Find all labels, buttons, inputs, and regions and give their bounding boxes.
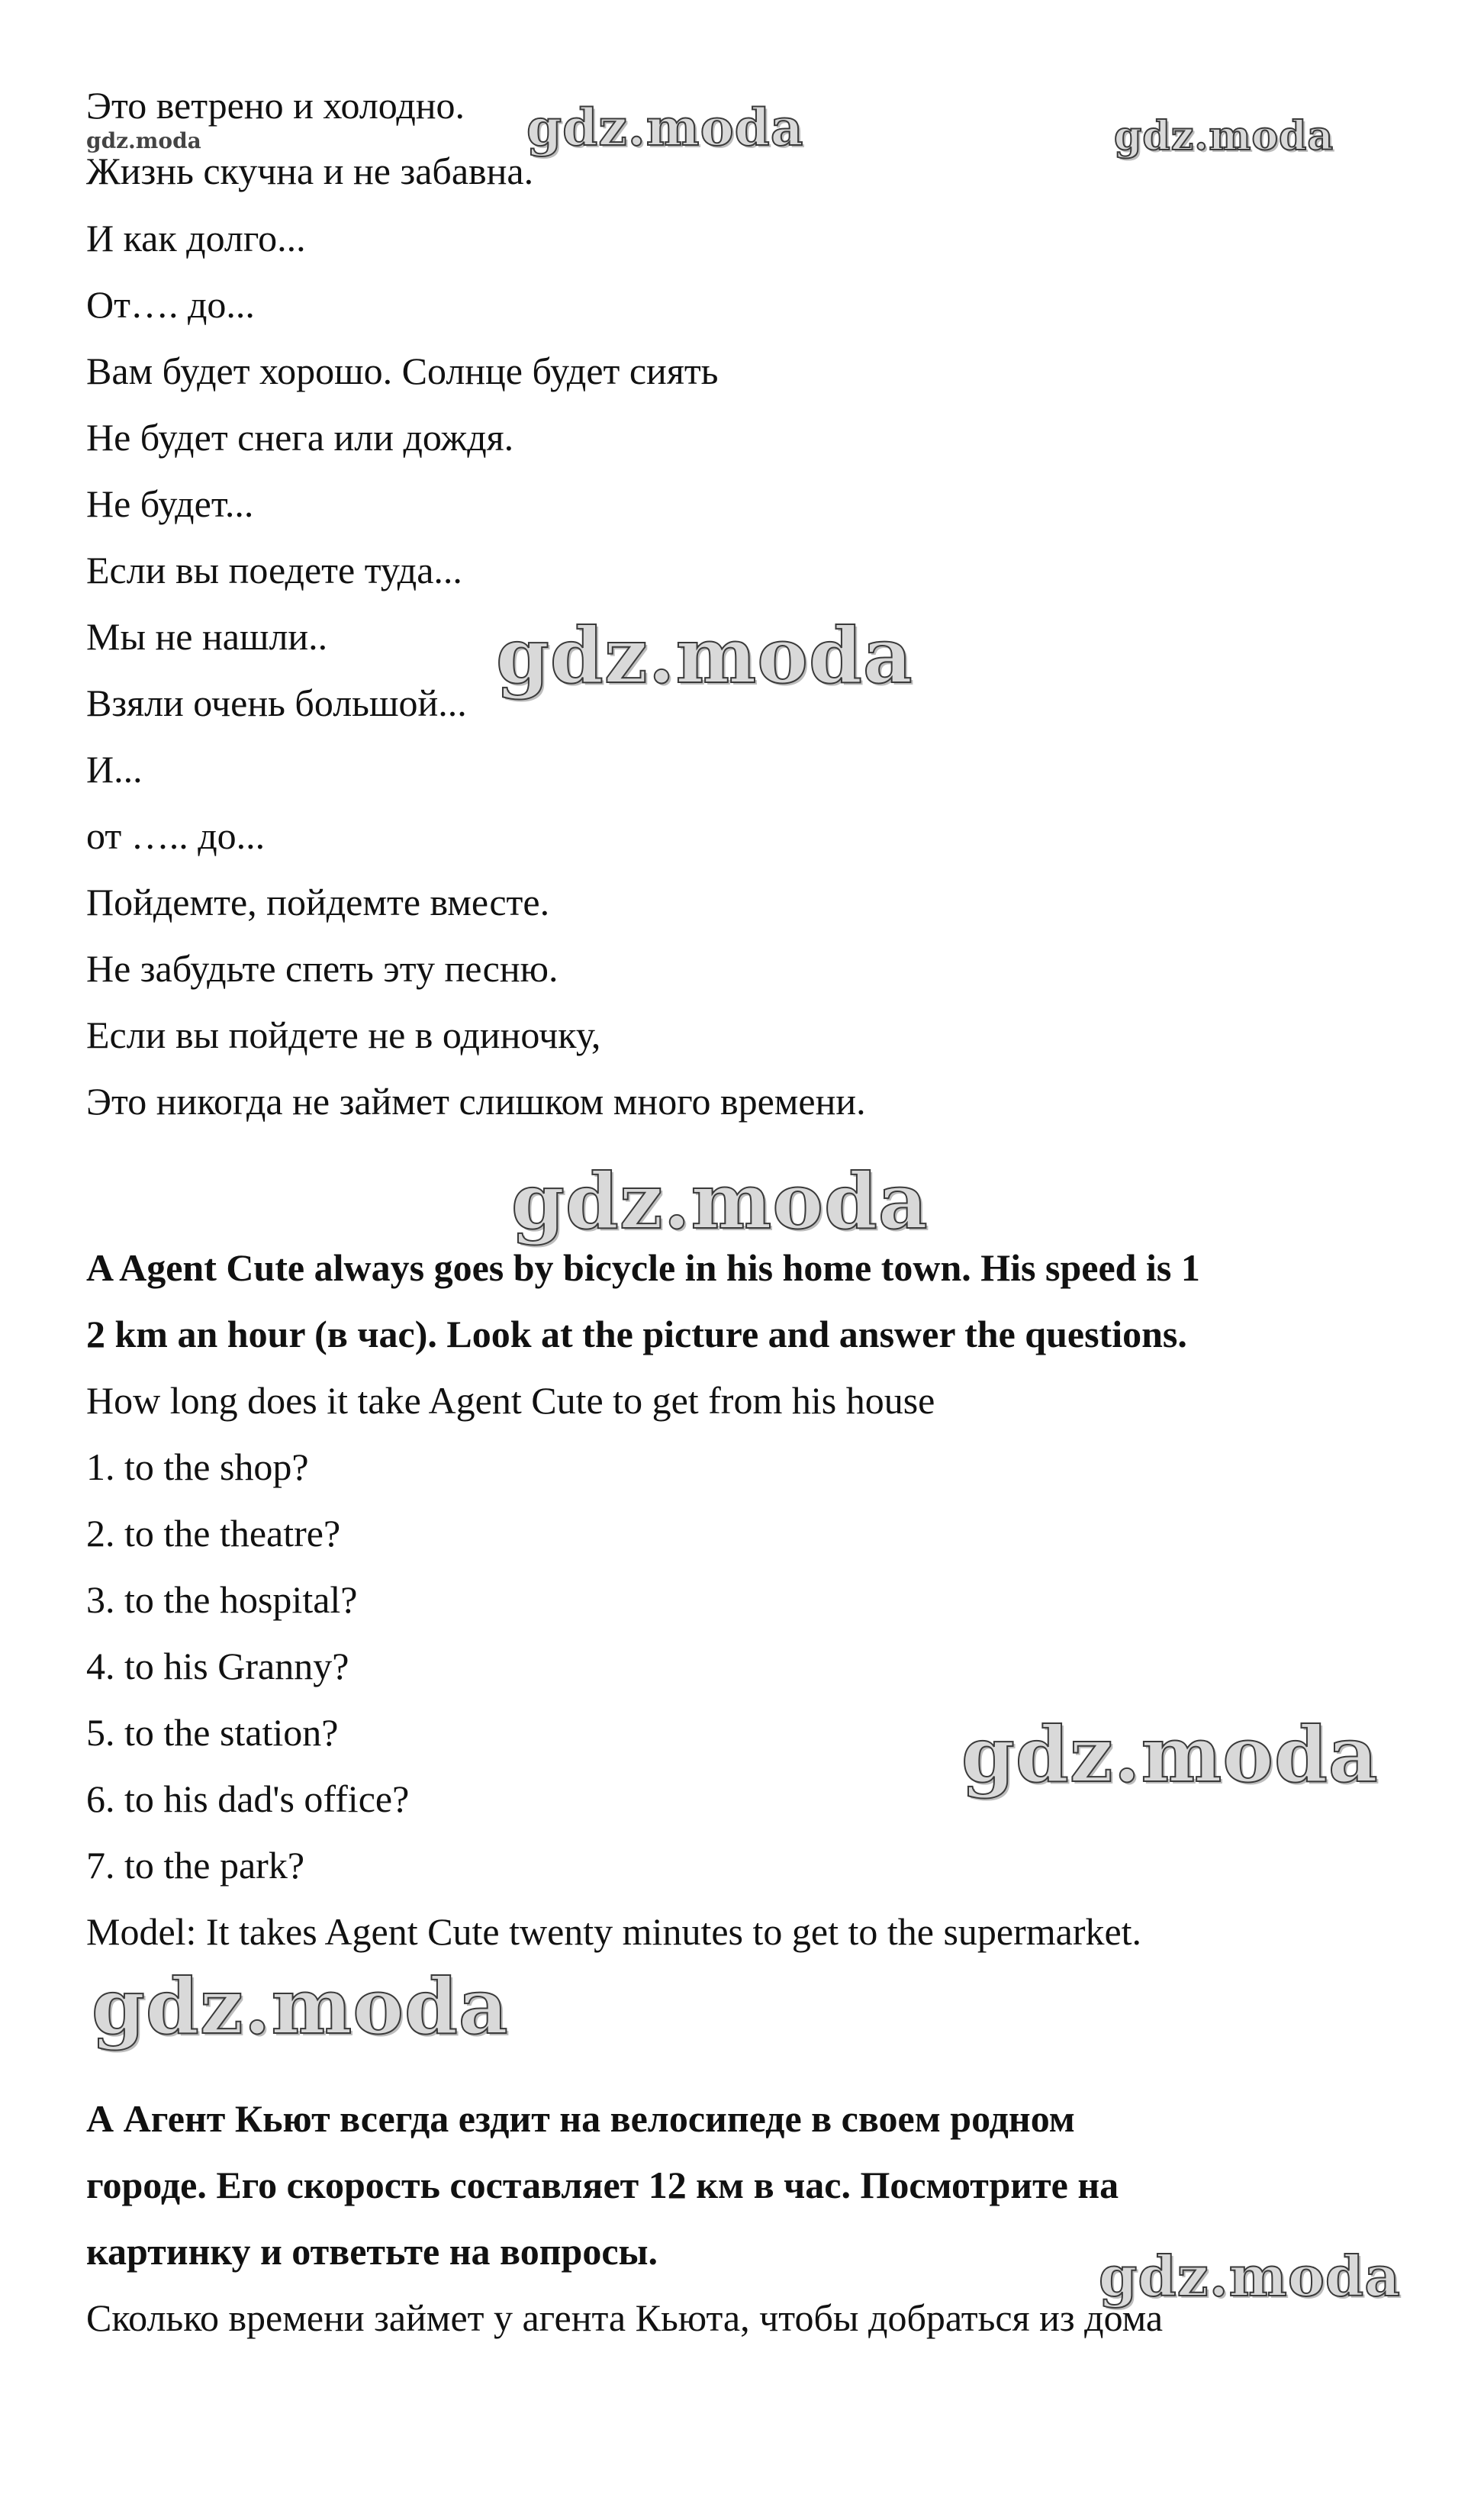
translation-line: Не будет...	[86, 482, 254, 525]
translation-line: Пойдемте, пойдемте вместе.	[86, 881, 550, 923]
exercise-title-en-line1: A Agent Cute always goes by bicycle in his home town. His speed is 1	[86, 1246, 1200, 1289]
translation-line: Не будет снега или дождя.	[86, 416, 514, 459]
translation-line: Это ветрено и холодно.	[86, 84, 465, 127]
model-answer: Model: It takes Agent Cute twenty minutes to get to the supermarket.	[86, 1910, 1142, 1953]
translation-line: от ….. до...	[86, 814, 266, 857]
translation-line: Если вы поедете туда...	[86, 549, 462, 591]
watermark-logo: gdz.moda	[961, 1709, 1379, 1800]
translation-line: Мы не нашли..	[86, 615, 328, 658]
watermark-logo-small: gdz.moda	[86, 128, 201, 153]
watermark-logo: gdz.moda	[511, 1156, 929, 1246]
translation-line: Взяли очень большой...	[86, 682, 467, 724]
translation-line: Не забудьте спеть эту песню.	[86, 947, 559, 990]
question-item: 6. to his dad's office?	[86, 1777, 410, 1820]
watermark-logo: gdz.moda	[92, 1961, 509, 2051]
exercise-title-ru-line1: А Агент Кьют всегда ездит на велосипеде в своем родном	[86, 2097, 1075, 2140]
question-item: 7. to the park?	[86, 1844, 305, 1887]
translation-line: И как долго...	[86, 217, 306, 259]
exercise-title-ru-line3: картинку и ответьте на вопросы.	[86, 2230, 658, 2273]
watermark-logo: gdz.moda	[496, 611, 913, 701]
translation-line: Это никогда не займет слишком много времени.	[86, 1080, 866, 1123]
translation-line: Вам будет хорошо. Солнце будет сиять	[86, 350, 719, 392]
watermark-logo: gdz.moda	[1114, 113, 1334, 160]
translation-line: От…. до...	[86, 283, 255, 326]
translation-line: Если вы пойдете не в одиночку,	[86, 1013, 601, 1056]
exercise-prompt-en: How long does it take Agent Cute to get from his house	[86, 1379, 935, 1422]
watermark-logo: gdz.moda	[526, 98, 804, 157]
question-item: 5. to the station?	[86, 1711, 339, 1754]
translation-line: Жизнь скучна и не забавна.	[86, 150, 534, 192]
exercise-prompt-ru: Сколько времени займет у агента Кьюта, чтобы добраться из дома	[86, 2296, 1164, 2339]
question-item: 3. to the hospital?	[86, 1578, 358, 1621]
watermark-logo: gdz.moda	[1099, 2244, 1401, 2309]
question-item: 1. to the shop?	[86, 1445, 309, 1488]
exercise-title-en-line2: 2 km an hour (в час). Look at the picture and answer the questions.	[86, 1313, 1187, 1355]
translation-line: И...	[86, 748, 143, 791]
question-item: 4. to his Granny?	[86, 1645, 349, 1687]
question-item: 2. to the theatre?	[86, 1512, 341, 1555]
exercise-title-ru-line2: городе. Его скорость составляет 12 км в час. Посмотрите на	[86, 2164, 1119, 2206]
